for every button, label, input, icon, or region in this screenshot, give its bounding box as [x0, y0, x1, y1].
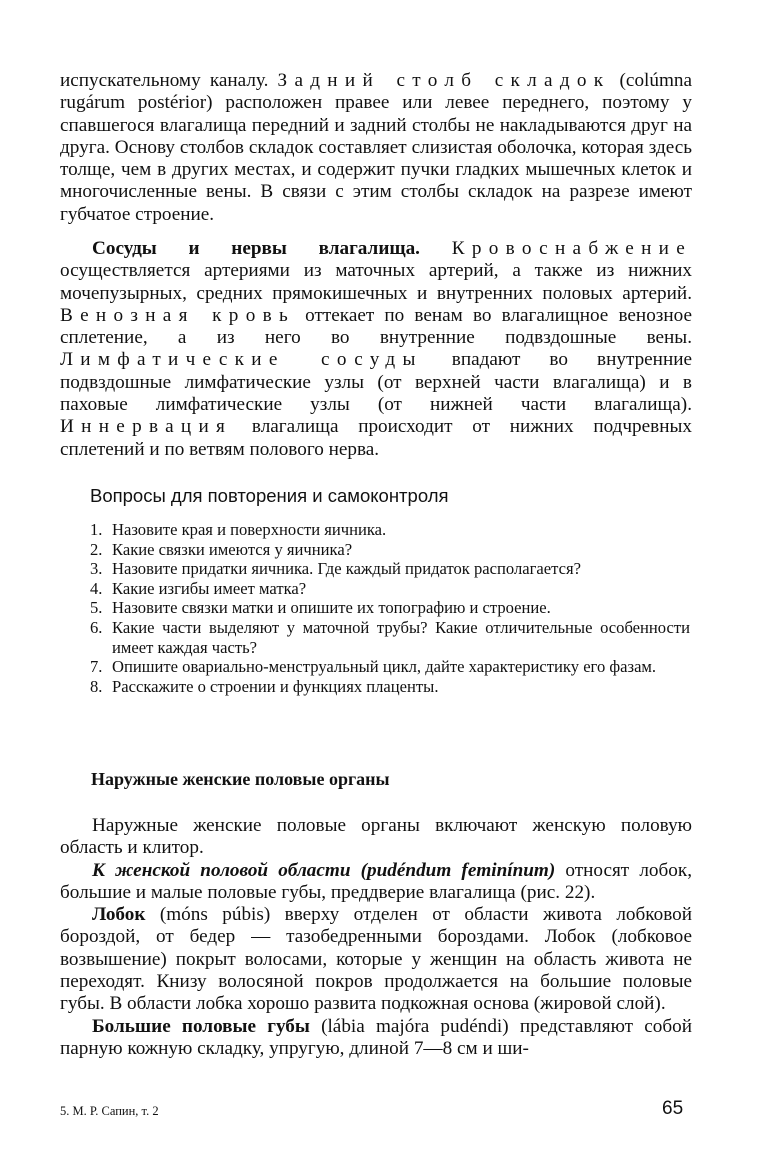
question-number: 6. [90, 617, 103, 637]
vessels-spaced-4: Иннервация [60, 416, 233, 438]
vessels-spaced-1: Кровоснабжение [451, 238, 693, 259]
question-item [90, 559, 690, 579]
top-text-1: испускательному каналу. [60, 70, 278, 91]
vessels-text-4: влагалища происходит от нижних подчревных сплетений и по ветвям полового нерва. [60, 416, 692, 460]
pubis-term: Лобок [92, 904, 146, 926]
question-text: Назовите придатки яичника. Где каждый придаток располагается? [112, 559, 581, 579]
vessels-paragraph [60, 238, 692, 461]
question-item [90, 598, 690, 618]
question-text: Опишите овариально-менструальный цикл, дайте характеристику его фазам. [112, 657, 657, 677]
vessels-heading: Сосуды и нервы влагалища. [92, 238, 420, 259]
questions-list [90, 520, 690, 696]
question-number: 2. [90, 539, 103, 559]
labia-paragraph [60, 1016, 692, 1061]
pubis-text: (móns púbis) вверху отделен от области живота лобковой бороздой, от бедер — тазобедренными бороздами. Лобок (лобковое возвышение) покрыт волосами, которые у женщин на область живота не переходят. Книзу волосяной покров продолжается на большие половые губы. В области лобка хорошо развита подкожная основа (жировой слой). [60, 904, 692, 1015]
question-text: Назовите края и поверхности яичника. [112, 520, 387, 539]
question-number: 8. [90, 676, 103, 696]
vessels-text-1: осуществляется артериями из маточных артерий, а также из нижних мочепузырных, средних прямокишечных и внутренних половых артерий. [60, 260, 692, 304]
vessels-spaced-3: Лимфатические сосуды [60, 349, 423, 371]
question-item [90, 520, 690, 540]
top-paragraph [60, 70, 692, 226]
pubis-paragraph [60, 904, 692, 1015]
question-item [90, 677, 690, 697]
external-text-block [60, 815, 692, 1060]
question-text: Какие части выделяют у маточной трубы? Какие отличительные особенности имеет каждая часть? [112, 617, 690, 657]
region-term: К женской половой области (pudéndum feminínum) [92, 859, 556, 881]
question-number: 7. [90, 657, 103, 677]
question-text: Какие изгибы имеет матка? [112, 578, 307, 598]
top-text-2: (colúmna rugárum postérior) расположен правее или левее переднего, поэтому у спавшегося влагалища передний и задний столбы не накладываются друг на друга. Основу столбов складок составляет слизистая оболочка, которая здесь толще, чем в других местах, и содержит пучки гладких мышечных клеток и многочисленные вены. В связи с этим столбы складок на разрезе имеют губчатое строение. [60, 70, 692, 225]
question-item [90, 618, 690, 657]
page-number: 65 [662, 1098, 684, 1119]
question-text: Назовите связки матки и опишите их топографию и строение. [112, 598, 551, 618]
question-item [90, 579, 690, 599]
top-spaced-term: Задний столб складок [277, 70, 611, 91]
region-text: относят лобок, большие и малые половые губы, преддверие влагалища (рис. 22). [60, 859, 692, 903]
vessels-text-3: впадают во внутренние подвздошные лимфатические узлы (от верхней части влагалища) и в паховые лимфатические узлы (от нижней части влагалища). [60, 349, 692, 416]
questions-title: Вопросы для повторения и самоконтроля [90, 485, 449, 506]
question-text: Расскажите о строении и функциях плаценты. [112, 676, 439, 696]
labia-text: (lábia majóra pudéndi) представляют собой парную кожную складку, упругую, длиной 7—8 см и ши- [60, 1015, 692, 1059]
external-intro: Наружные женские половые органы включают женскую половую область и клитор. [60, 815, 692, 859]
question-item [90, 657, 690, 677]
question-number: 5. [90, 598, 103, 618]
question-number: 4. [90, 578, 103, 598]
vessels-text-2: оттекает по венам во влагалищное венозное сплетение, а из него во внутренние подвздошные вены. [60, 304, 692, 349]
section-title: Наружные женские половые органы [91, 769, 390, 789]
question-item [90, 540, 690, 560]
question-number: 3. [90, 559, 103, 579]
region-paragraph [60, 860, 692, 905]
page-signature: 5. М. Р. Сапин, т. 2 [60, 1104, 159, 1118]
question-number: 1. [90, 520, 103, 539]
vessels-paragraph-block [60, 238, 692, 461]
top-paragraph-block [60, 70, 692, 226]
question-text: Какие связки имеются у яичника? [112, 539, 353, 559]
labia-term: Большие половые губы [92, 1015, 310, 1037]
vessels-spaced-2: Венозная кровь [60, 304, 295, 326]
